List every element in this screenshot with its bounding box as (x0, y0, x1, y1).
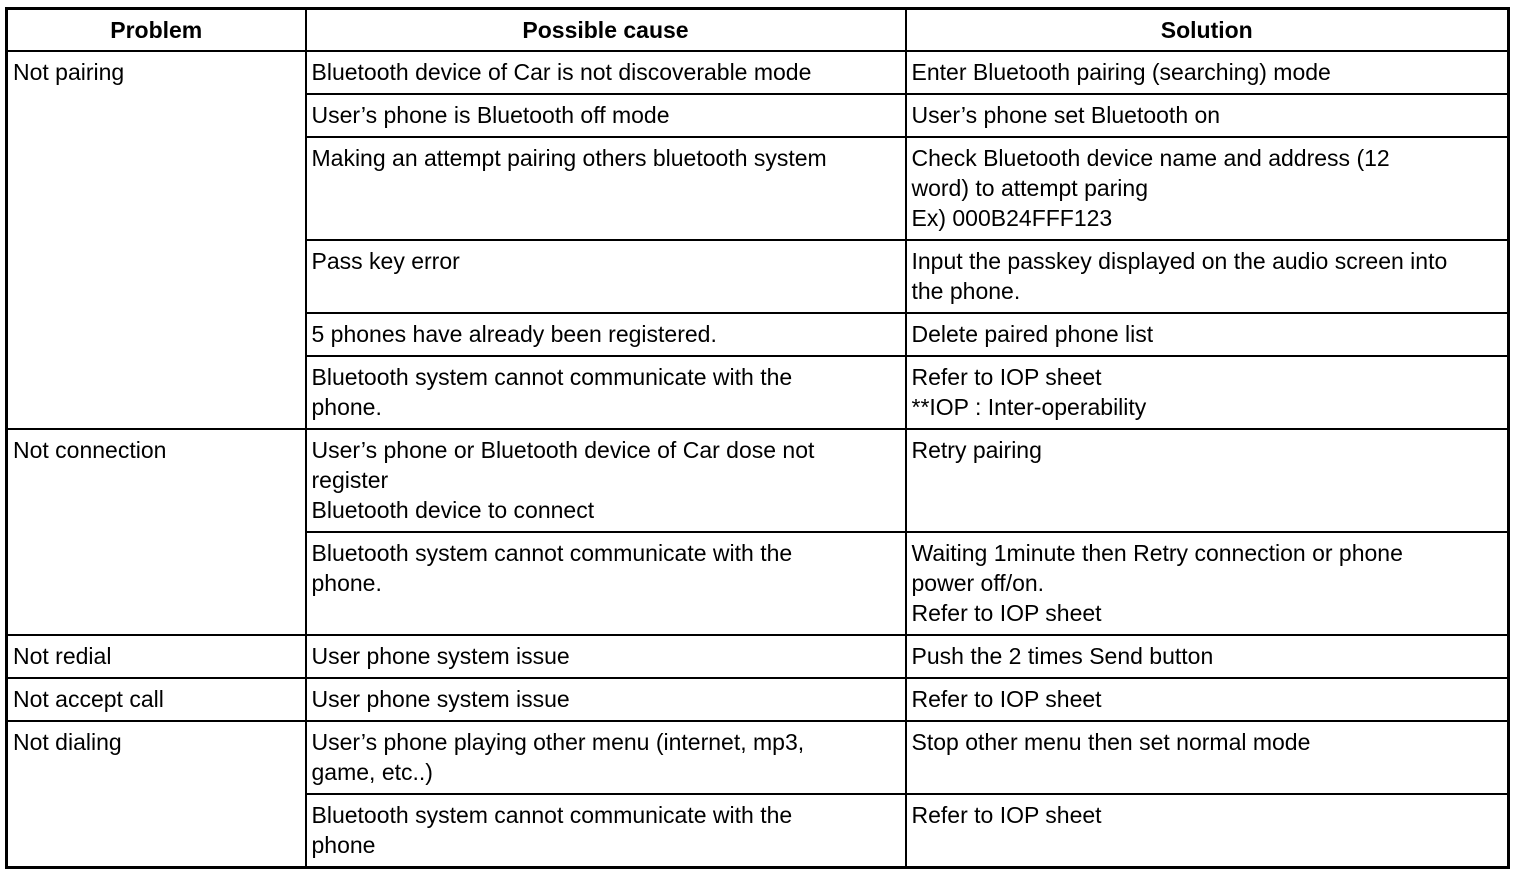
table-body (7, 51, 1509, 868)
solution-cell: Enter Bluetooth pairing (searching) mode (906, 51, 1509, 94)
cause-cell: User phone system issue (306, 678, 906, 721)
cause-cell: User phone system issue (306, 635, 906, 678)
problem-cell: Not pairing (7, 51, 306, 429)
cause-cell: Bluetooth system cannot communicate with the phone. (306, 532, 906, 635)
table-row (7, 429, 1509, 532)
solution-cell: Retry pairing (906, 429, 1509, 532)
troubleshooting-table (5, 7, 1510, 869)
solution-cell: Delete paired phone list (906, 313, 1509, 356)
problem-cell: Not dialing (7, 721, 306, 868)
table-row (7, 678, 1509, 721)
solution-cell: Refer to IOP sheet (906, 678, 1509, 721)
solution-cell: Input the passkey displayed on the audio screen into the phone. (906, 240, 1509, 313)
cause-cell: 5 phones have already been registered. (306, 313, 906, 356)
header-possible-cause: Possible cause (306, 9, 906, 52)
solution-cell: Push the 2 times Send button (906, 635, 1509, 678)
solution-cell: Stop other menu then set normal mode (906, 721, 1509, 794)
cause-cell: Bluetooth system cannot communicate with the phone. (306, 356, 906, 429)
header-solution: Solution (906, 9, 1509, 52)
solution-cell: Refer to IOP sheet (906, 794, 1509, 868)
cause-cell: Making an attempt pairing others bluetooth system (306, 137, 906, 240)
table-row (7, 635, 1509, 678)
solution-cell: User’s phone set Bluetooth on (906, 94, 1509, 137)
problem-cell: Not redial (7, 635, 306, 678)
problem-cell: Not accept call (7, 678, 306, 721)
header-problem: Problem (7, 9, 306, 52)
problem-cell: Not connection (7, 429, 306, 635)
cause-cell: Pass key error (306, 240, 906, 313)
table-row (7, 721, 1509, 794)
solution-cell: Waiting 1minute then Retry connection or phone power off/on. Refer to IOP sheet (906, 532, 1509, 635)
cause-cell: User’s phone is Bluetooth off mode (306, 94, 906, 137)
header-row (7, 9, 1509, 52)
solution-cell: Check Bluetooth device name and address (12 word) to attempt paring Ex) 000B24FFF123 (906, 137, 1509, 240)
table-row (7, 51, 1509, 94)
cause-cell: User’s phone playing other menu (internet, mp3, game, etc..) (306, 721, 906, 794)
solution-cell: Refer to IOP sheet **IOP : Inter-operability (906, 356, 1509, 429)
cause-cell: User’s phone or Bluetooth device of Car dose not register Bluetooth device to connect (306, 429, 906, 532)
cause-cell: Bluetooth device of Car is not discoverable mode (306, 51, 906, 94)
cause-cell: Bluetooth system cannot communicate with the phone (306, 794, 906, 868)
